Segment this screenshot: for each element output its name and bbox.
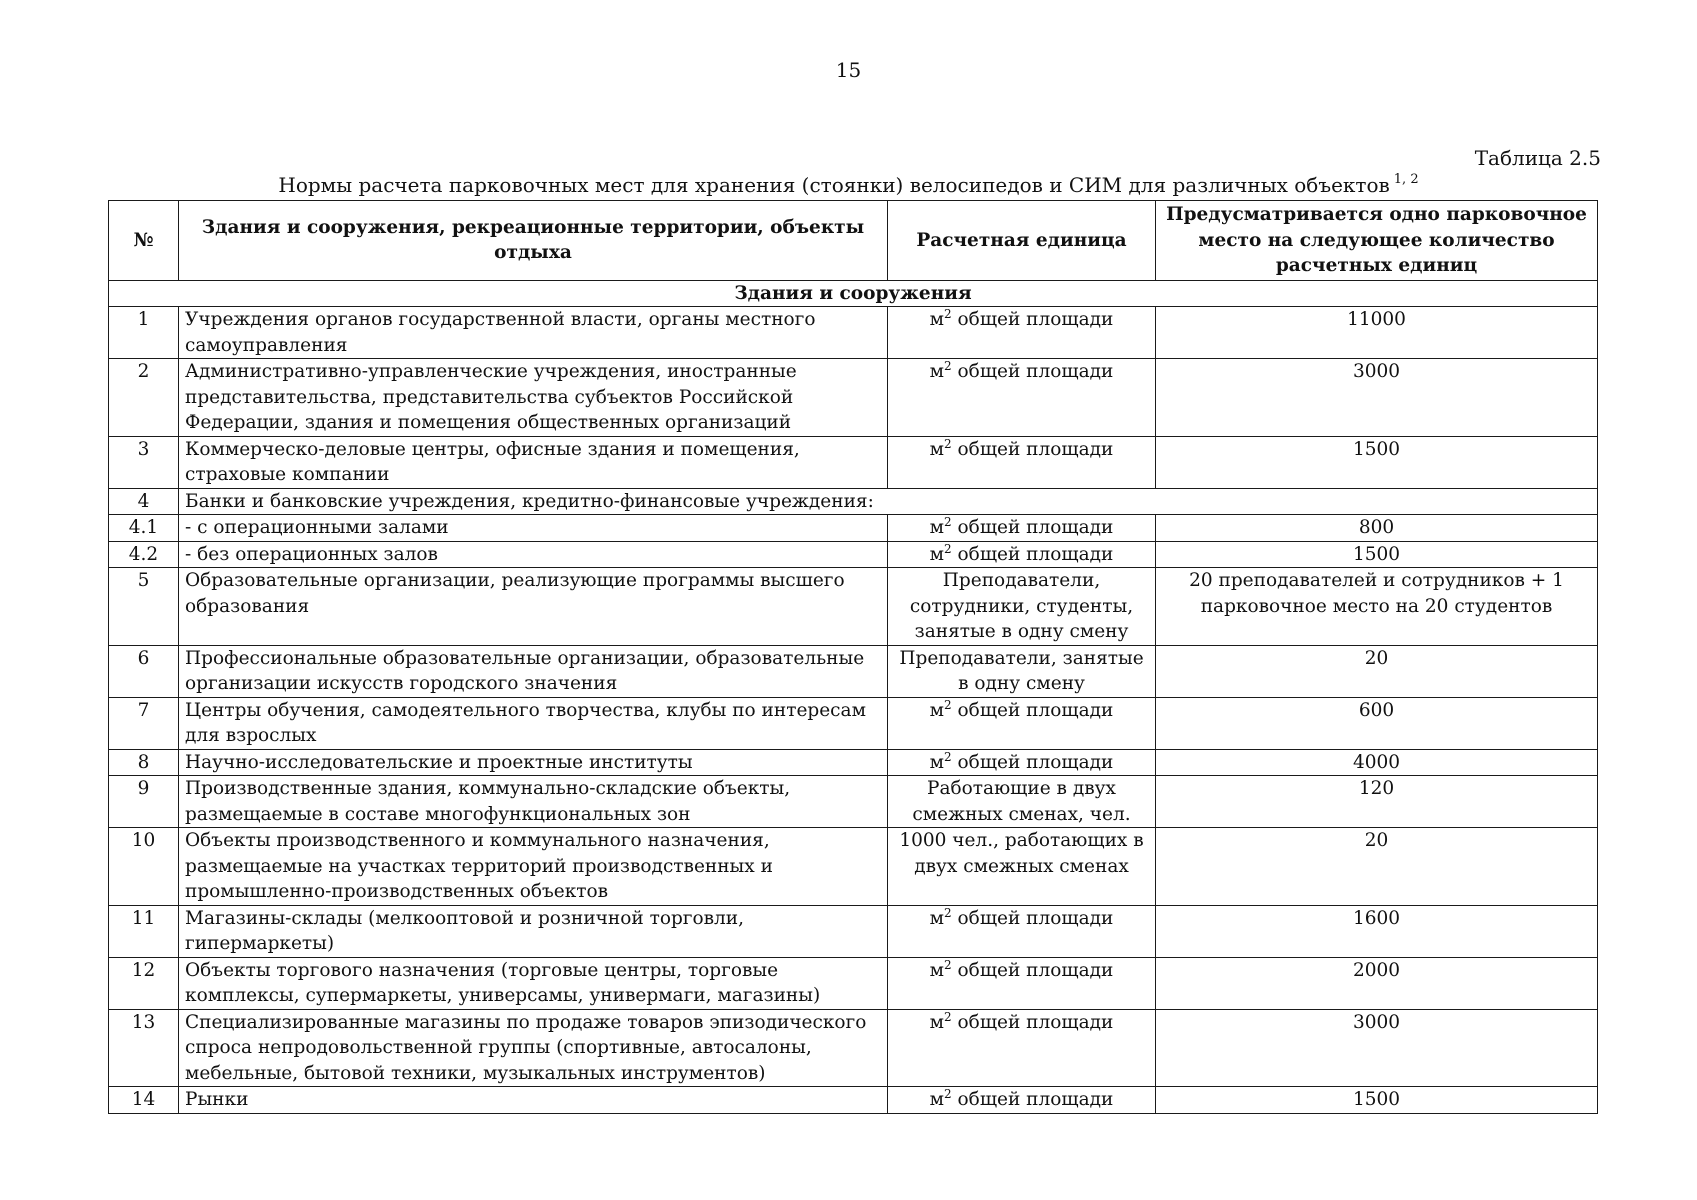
unit-power: 2 <box>944 1009 952 1024</box>
row-unit: Работающие в двух смежных сменах, чел. <box>888 776 1156 828</box>
row-value: 3000 <box>1156 1009 1598 1087</box>
column-header-value: Предусматривается одно парковочное место на следующее количество расчетных единиц <box>1156 201 1598 281</box>
row-number: 10 <box>109 828 179 906</box>
parking-norms-table <box>108 200 1598 1114</box>
row-number: 11 <box>109 905 179 957</box>
unit-symbol: м <box>929 1011 945 1033</box>
row-unit: Преподаватели, занятые в одну смену <box>888 645 1156 697</box>
unit-text: общей площади <box>957 438 1114 460</box>
unit-symbol: м <box>929 438 945 460</box>
unit-power: 2 <box>944 515 952 529</box>
row-value: 1500 <box>1156 1087 1598 1114</box>
unit-power: 2 <box>944 436 952 451</box>
unit-power: 2 <box>944 749 952 764</box>
row-number: 8 <box>109 749 179 776</box>
unit-symbol: м <box>929 543 945 565</box>
unit-power: 2 <box>944 307 952 321</box>
row-object-name: - без операционных залов <box>179 541 888 568</box>
table-row <box>109 307 1598 359</box>
unit-symbol: м <box>929 699 945 721</box>
row-object-name: Центры обучения, самодеятельного творчества, клубы по интересам для взрослых <box>179 697 888 749</box>
unit-symbol: м <box>929 517 945 538</box>
row-number: 4.2 <box>109 541 179 568</box>
unit-text: общей площади <box>957 361 1114 382</box>
row-number: 4.1 <box>109 515 179 542</box>
table-header-row <box>109 201 1598 281</box>
row-object-name: Профессиональные образовательные организации, образовательные организации искусств городского значения <box>179 645 888 697</box>
row-value: 600 <box>1156 697 1598 749</box>
table-row <box>109 515 1598 542</box>
page-number: 15 <box>835 58 862 82</box>
row-unit <box>888 1009 1156 1087</box>
table-row <box>109 541 1598 568</box>
section-heading: Здания и сооружения <box>109 280 1598 307</box>
row-value: 4000 <box>1156 749 1598 776</box>
unit-symbol: м <box>929 907 945 929</box>
row-unit <box>888 307 1156 359</box>
row-object-name: Образовательные организации, реализующие программы высшего образования <box>179 568 888 646</box>
table-row <box>109 828 1598 906</box>
unit-power: 2 <box>944 541 952 556</box>
row-unit <box>888 436 1156 488</box>
row-unit <box>888 749 1156 776</box>
row-object-name: Объекты торгового назначения (торговые центры, торговые комплексы, супермаркеты, универсамы, универмаги, магазины) <box>179 957 888 1009</box>
table-row <box>109 488 1598 515</box>
unit-text: общей площади <box>957 959 1114 981</box>
unit-power: 2 <box>944 957 952 972</box>
table-row <box>109 776 1598 828</box>
row-object-name: Объекты производственного и коммунального назначения, размещаемые на участках территорий производственных и промышленно-производственных объектов <box>179 828 888 906</box>
unit-text: общей площади <box>957 1011 1114 1033</box>
unit-symbol: м <box>929 959 945 981</box>
unit-text: общей площади <box>957 751 1114 773</box>
table-body <box>109 280 1598 1113</box>
row-object-name: Магазины-склады (мелкооптовой и розничной торговли, гипермаркеты) <box>179 905 888 957</box>
row-value: 20 <box>1156 828 1598 906</box>
row-value: 1500 <box>1156 541 1598 568</box>
unit-power: 2 <box>944 905 952 920</box>
unit-text: общей площади <box>957 699 1114 721</box>
row-value: 800 <box>1156 515 1598 542</box>
unit-symbol: м <box>929 751 945 773</box>
row-value: 1600 <box>1156 905 1598 957</box>
row-unit <box>888 697 1156 749</box>
row-unit <box>888 957 1156 1009</box>
table-row <box>109 697 1598 749</box>
table-row <box>109 749 1598 776</box>
row-value: 1500 <box>1156 436 1598 488</box>
row-object-name: - с операционными залами <box>179 515 888 542</box>
row-value: 20 <box>1156 645 1598 697</box>
row-unit <box>888 515 1156 542</box>
unit-text: общей площади <box>957 517 1114 538</box>
row-object-name: Специализированные магазины по продаже товаров эпизодического спроса непродовольственной группы (спортивные, автосалоны, мебельные, бытовой техники, музыкальных инструментов) <box>179 1009 888 1087</box>
row-value: 120 <box>1156 776 1598 828</box>
row-unit <box>888 359 1156 437</box>
unit-text: общей площади <box>957 309 1114 330</box>
unit-text: общей площади <box>957 543 1114 565</box>
row-object-name: Коммерческо-деловые центры, офисные здания и помещения, страховые компании <box>179 436 888 488</box>
row-number: 4 <box>109 488 179 515</box>
table-row <box>109 359 1598 437</box>
unit-symbol: м <box>929 1089 945 1110</box>
table-row <box>109 645 1598 697</box>
table-row <box>109 436 1598 488</box>
row-value: 11000 <box>1156 307 1598 359</box>
row-number: 7 <box>109 697 179 749</box>
column-header-number: № <box>109 201 179 281</box>
unit-text: общей площади <box>957 907 1114 929</box>
row-object-name: Рынки <box>179 1087 888 1114</box>
table-caption-text: Нормы расчета парковочных мест для хранения (стоянки) велосипедов и СИМ для различных объектов <box>278 173 1390 197</box>
table-row <box>109 957 1598 1009</box>
unit-symbol: м <box>929 361 945 382</box>
table-label: Таблица 2.5 <box>1474 146 1601 170</box>
row-number: 1 <box>109 307 179 359</box>
unit-power: 2 <box>944 697 952 712</box>
row-unit: 1000 чел., работающих в двух смежных сменах <box>888 828 1156 906</box>
row-unit <box>888 905 1156 957</box>
row-value: 20 преподавателей и сотрудников + 1 парковочное место на 20 студентов <box>1156 568 1598 646</box>
row-object-name: Производственные здания, коммунально-складские объекты, размещаемые в составе многофункциональных зон <box>179 776 888 828</box>
unit-text: общей площади <box>957 1089 1114 1110</box>
row-object-name: Научно-исследовательские и проектные институты <box>179 749 888 776</box>
caption-footnote-markers: 1, 2 <box>1393 172 1419 187</box>
row-unit <box>888 1087 1156 1114</box>
unit-symbol: м <box>929 309 945 330</box>
row-value: 2000 <box>1156 957 1598 1009</box>
column-header-object: Здания и сооружения, рекреационные территории, объекты отдыха <box>179 201 888 281</box>
row-number: 12 <box>109 957 179 1009</box>
row-number: 14 <box>109 1087 179 1114</box>
table-row <box>109 1009 1598 1087</box>
row-unit: Преподаватели, сотрудники, студенты, занятые в одну смену <box>888 568 1156 646</box>
row-object-name: Учреждения органов государственной власти, органы местного самоуправления <box>179 307 888 359</box>
row-number: 5 <box>109 568 179 646</box>
column-header-unit: Расчетная единица <box>888 201 1156 281</box>
table-row <box>109 568 1598 646</box>
section-row <box>109 280 1598 307</box>
table-row <box>109 1087 1598 1114</box>
row-number: 2 <box>109 359 179 437</box>
row-unit <box>888 541 1156 568</box>
unit-power: 2 <box>944 1087 952 1101</box>
row-number: 3 <box>109 436 179 488</box>
row-object-name: Административно-управленческие учреждения, иностранные представительства, представительства субъектов Российской Федерации, здания и помещения общественных организаций <box>179 359 888 437</box>
table-row <box>109 905 1598 957</box>
unit-power: 2 <box>944 359 952 373</box>
row-object-name: Банки и банковские учреждения, кредитно-финансовые учреждения: <box>179 488 1598 515</box>
row-number: 13 <box>109 1009 179 1087</box>
row-number: 6 <box>109 645 179 697</box>
row-number: 9 <box>109 776 179 828</box>
table-caption <box>0 172 1697 197</box>
row-value: 3000 <box>1156 359 1598 437</box>
